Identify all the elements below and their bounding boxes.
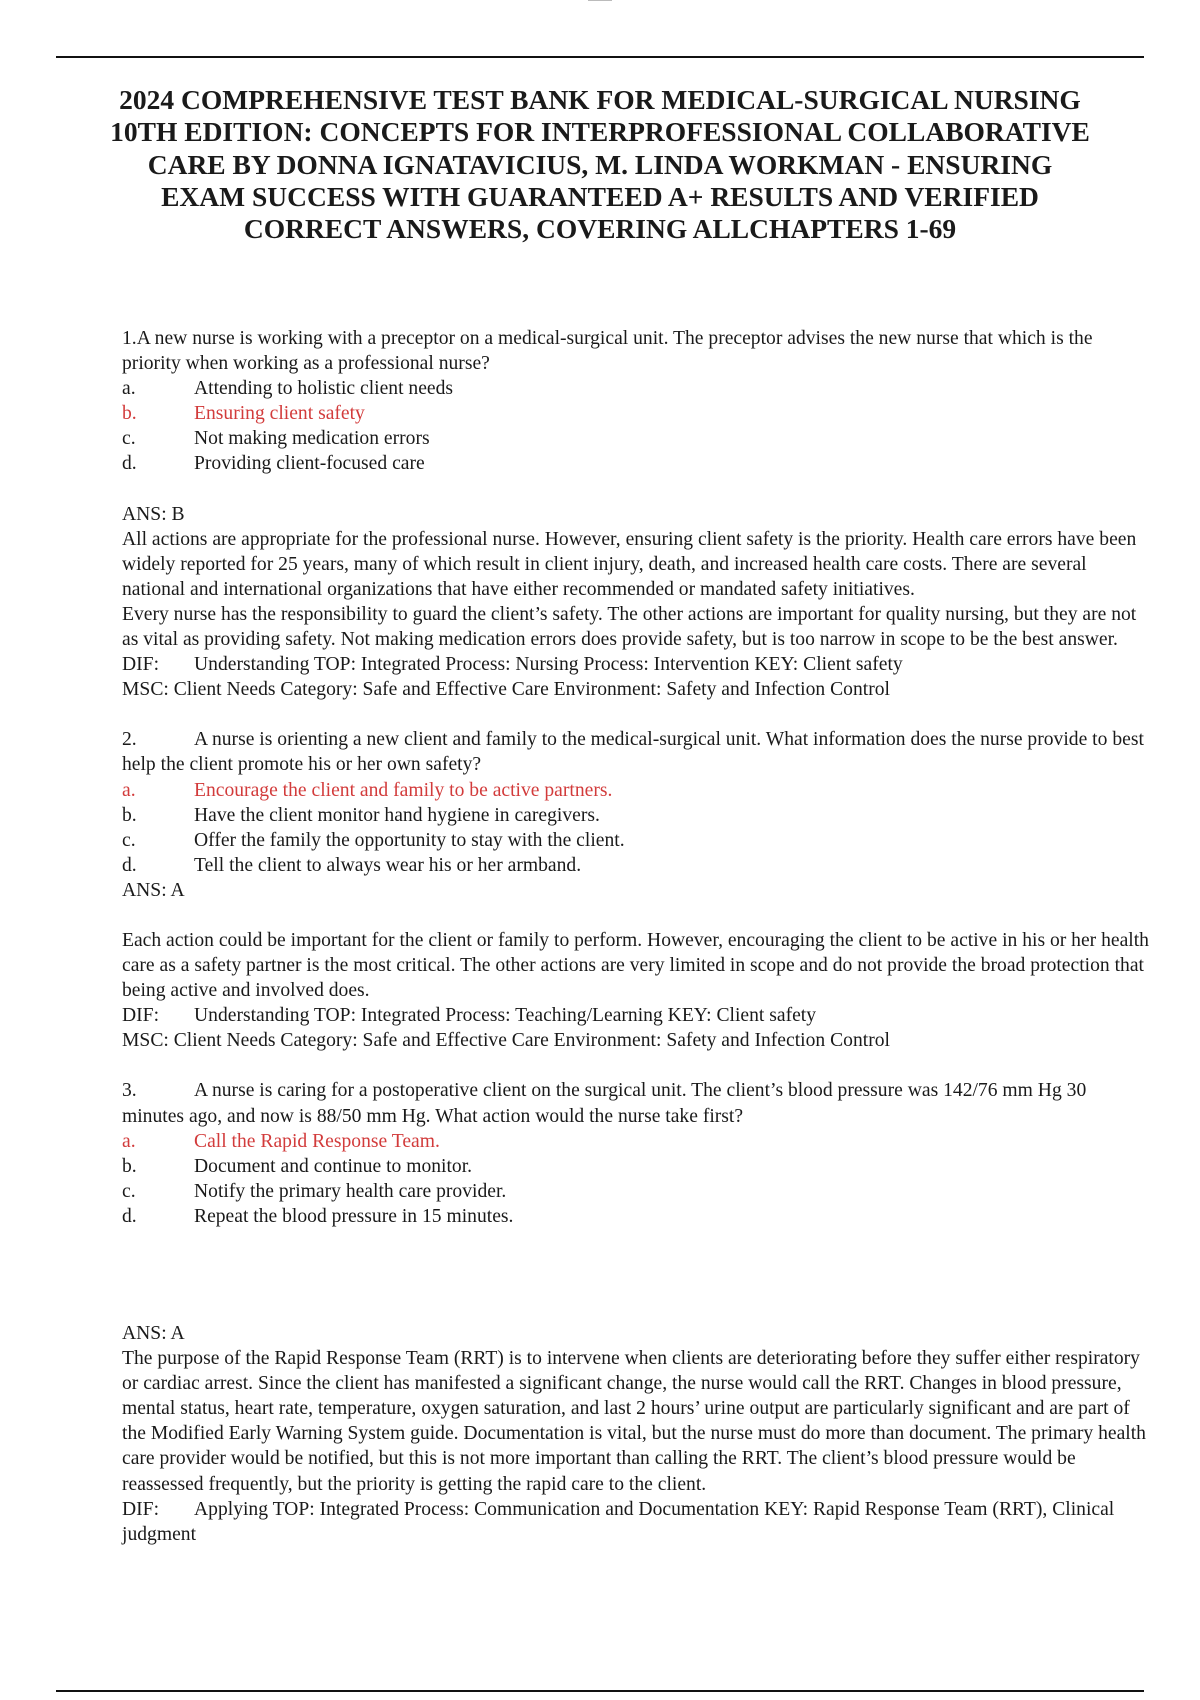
rationale-paragraph: Every nurse has the responsibility to guard the client’s safety. The other actions are important for quality nursing, but they are not as vital as providing safety. Not making medication errors does provide safety, but is too narrow in scope to be the best answer. bbox=[122, 603, 1137, 651]
msc-line: MSC: Client Needs Category: Safe and Effective Care Environment: Safety and Infection Control bbox=[122, 679, 890, 701]
option-d: d. Repeat the blood pressure in 15 minutes. bbox=[122, 1205, 514, 1227]
rationale-paragraph: Each action could be important for the client or family to perform. However, encouraging the client to be active in his or her health care as a safety partner is the most critical. The other actions are very limited in scope and do not provide the broad protection that being active and involved does. bbox=[122, 929, 1149, 1002]
question-2 bbox=[122, 727, 1152, 1053]
option-a-correct: a. Encourage the client and family to be active partners. bbox=[122, 779, 613, 801]
question-number: 3. bbox=[122, 1080, 137, 1102]
difficulty-line: DIF: Understanding TOP: Integrated Process: Nursing Process: Intervention KEY: Client safety bbox=[122, 654, 903, 676]
option-b: b. Document and continue to monitor. bbox=[122, 1155, 473, 1177]
rationale-paragraph: All actions are appropriate for the professional nurse. However, ensuring client safety is the priority. Health care errors have been widely reported for 25 years, many of which result in client injury, death, and increased health care costs. There are several national and international organizations that have either recommended or mandated safety initiatives. bbox=[122, 528, 1137, 600]
option-b: b. Have the client monitor hand hygiene in caregivers. bbox=[122, 804, 600, 826]
answer-key: ANS: A bbox=[122, 1323, 185, 1344]
question-stem: 3. A nurse is caring for a postoperative client on the surgical unit. The client’s blood pressure was 142/76 mm Hg 30 minutes ago, and now is 88/50 mm Hg. What action would the nurse take first? bbox=[122, 1080, 1087, 1127]
document-title: 2024 COMPREHENSIVE TEST BANK FOR MEDICAL-SURGICAL NURSING 10TH EDITION: CONCEPTS FOR INTERPROFESSIONAL COLLABORATIVE CARE BY DONNA IGNATAVICIUS, M. LINDA WORKMAN - ENSURING EXAM SUCCESS WITH GUARANTEED A+ RESULTS AND VERIFIED CORRECT ANSWERS, COVERING ALLCHAPTERS 1-69 bbox=[110, 84, 1090, 245]
question-list bbox=[122, 326, 1152, 1547]
option-d: d. Providing client-focused care bbox=[122, 453, 425, 475]
option-a: a. Attending to holistic client needs bbox=[122, 378, 454, 400]
rationale-paragraph: The purpose of the Rapid Response Team (RRT) is to intervene when clients are deteriorating before they suffer either respiratory or cardiac arrest. Since the client has manifested a significant change, the nurse would call the RRT. Changes in blood pressure, mental status, heart rate, temperature, oxygen saturation, and last 2 hours’ urine output are particularly significant and are part of the Modified Early Warning System guide. Documentation is vital, but the nurse must do more than document. The primary health care provider would be notified, but this is not more important than calling the RRT. The client’s blood pressure would be reassessed frequently, but the priority is getting the rapid care to the client. bbox=[122, 1348, 1146, 1495]
option-b-correct: b. Ensuring client safety bbox=[122, 403, 365, 425]
top-edge-mark bbox=[588, 0, 612, 1]
option-c: c. Notify the primary health care provider. bbox=[122, 1180, 507, 1202]
msc-line: MSC: Client Needs Category: Safe and Effective Care Environment: Safety and Infection Control bbox=[122, 1030, 890, 1052]
option-a-correct: a. Call the Rapid Response Team. bbox=[122, 1130, 440, 1152]
option-d: d. Tell the client to always wear his or her armband. bbox=[122, 854, 582, 876]
question-stem: 1.A new nurse is working with a preceptor on a medical-surgical unit. The preceptor advises the new nurse that which is the priority when working as a professional nurse? bbox=[122, 328, 1093, 375]
question-3 bbox=[122, 1078, 1152, 1546]
header-rule bbox=[56, 56, 1144, 58]
answer-key: ANS: B bbox=[122, 503, 185, 525]
question-1 bbox=[122, 326, 1152, 702]
answer-key: ANS: A bbox=[122, 879, 185, 901]
question-stem: 2. A nurse is orienting a new client and family to the medical-surgical unit. What information does the nurse provide to best help the client promote his or her own safety? bbox=[122, 729, 1144, 776]
footer-rule bbox=[56, 1690, 1144, 1692]
difficulty-line: DIF: Understanding TOP: Integrated Process: Teaching/Learning KEY: Client safety bbox=[122, 1005, 817, 1027]
difficulty-line: DIF: Applying TOP: Integrated Process: Communication and Documentation KEY: Rapid Response Team (RRT), Clinical judgment bbox=[122, 1498, 1115, 1545]
option-c: c. Not making medication errors bbox=[122, 428, 430, 450]
question-number: 2. bbox=[122, 729, 137, 751]
option-c: c. Offer the family the opportunity to stay with the client. bbox=[122, 829, 625, 851]
